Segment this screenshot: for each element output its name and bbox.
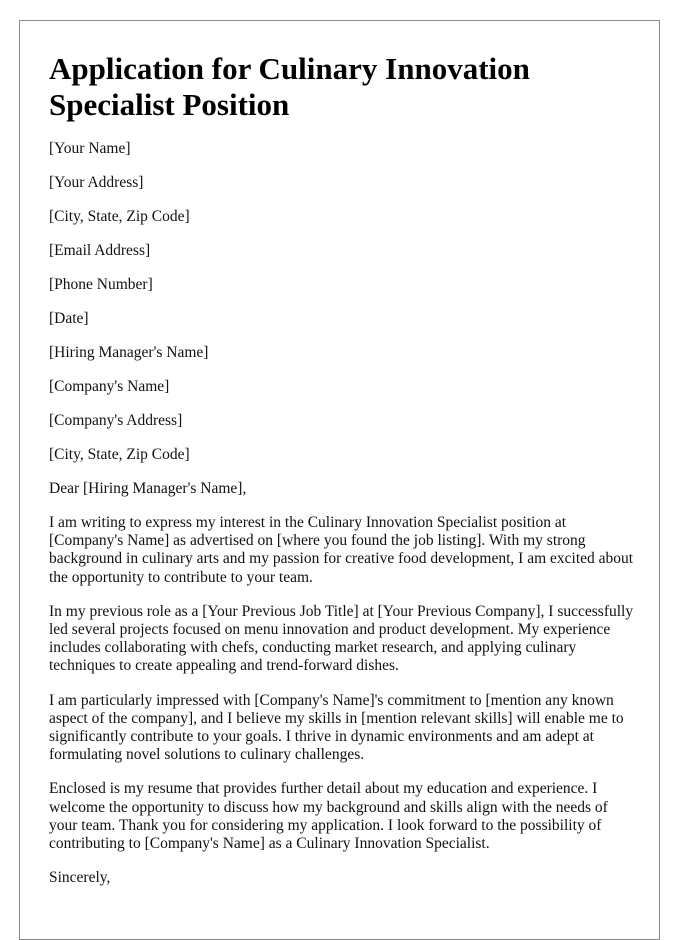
- body-paragraph: I am writing to express my interest in the Culinary Innovation Specialist position at [Company's Name] as advertised on [where you found the job listing]. With my strong background in culinary arts and my passion for creative food development, I am excited about the opportunity to contribute to your team.: [49, 514, 634, 586]
- sender-address: [Your Address]: [49, 174, 144, 191]
- body-paragraph: Enclosed is my resume that provides further detail about my education and experience. I welcome the opportunity to discuss how my background and skills align with the needs of your team. Thank you for considering my application. I look forward to the possibility of contributing to [Company's Name] as a Culinary Innovation Specialist.: [49, 780, 608, 853]
- sender-name: [Your Name]: [49, 140, 131, 157]
- body-paragraph: In my previous role as a [Your Previous Job Title] at [Your Previous Company], I successfully led several projects focused on menu innovation and product development. My experience includes collaborating with chefs, conducting market research, and applying culinary techniques to create appealing and trend-forward dishes.: [49, 602, 634, 675]
- letter-content: [49, 51, 639, 887]
- recipient-company: [Company's Name]: [49, 378, 170, 395]
- body-paragraph: I am particularly impressed with [Company's Name]'s commitment to [mention any known aspect of the company], and I believe my skills in [mention relevant skills] will enable me to significantly contribute to your goals. I thrive in dynamic environments and am adept at formulating novel solutions to culinary challenges.: [49, 691, 624, 764]
- letter-date: [Date]: [49, 310, 89, 327]
- sender-city-state-zip: [City, State, Zip Code]: [49, 208, 190, 225]
- address-block: [49, 140, 639, 464]
- letter-page: [19, 20, 660, 940]
- sender-email: [Email Address]: [49, 242, 151, 259]
- salutation: Dear [Hiring Manager's Name],: [49, 480, 247, 497]
- closing: Sincerely,: [49, 869, 111, 887]
- recipient-manager: [Hiring Manager's Name]: [49, 344, 209, 361]
- sender-phone: [Phone Number]: [49, 276, 153, 293]
- recipient-company-address: [Company's Address]: [49, 412, 183, 429]
- recipient-city-state-zip: [City, State, Zip Code]: [49, 446, 190, 463]
- letter-title: Application for Culinary Innovation Specialist Position: [49, 51, 530, 122]
